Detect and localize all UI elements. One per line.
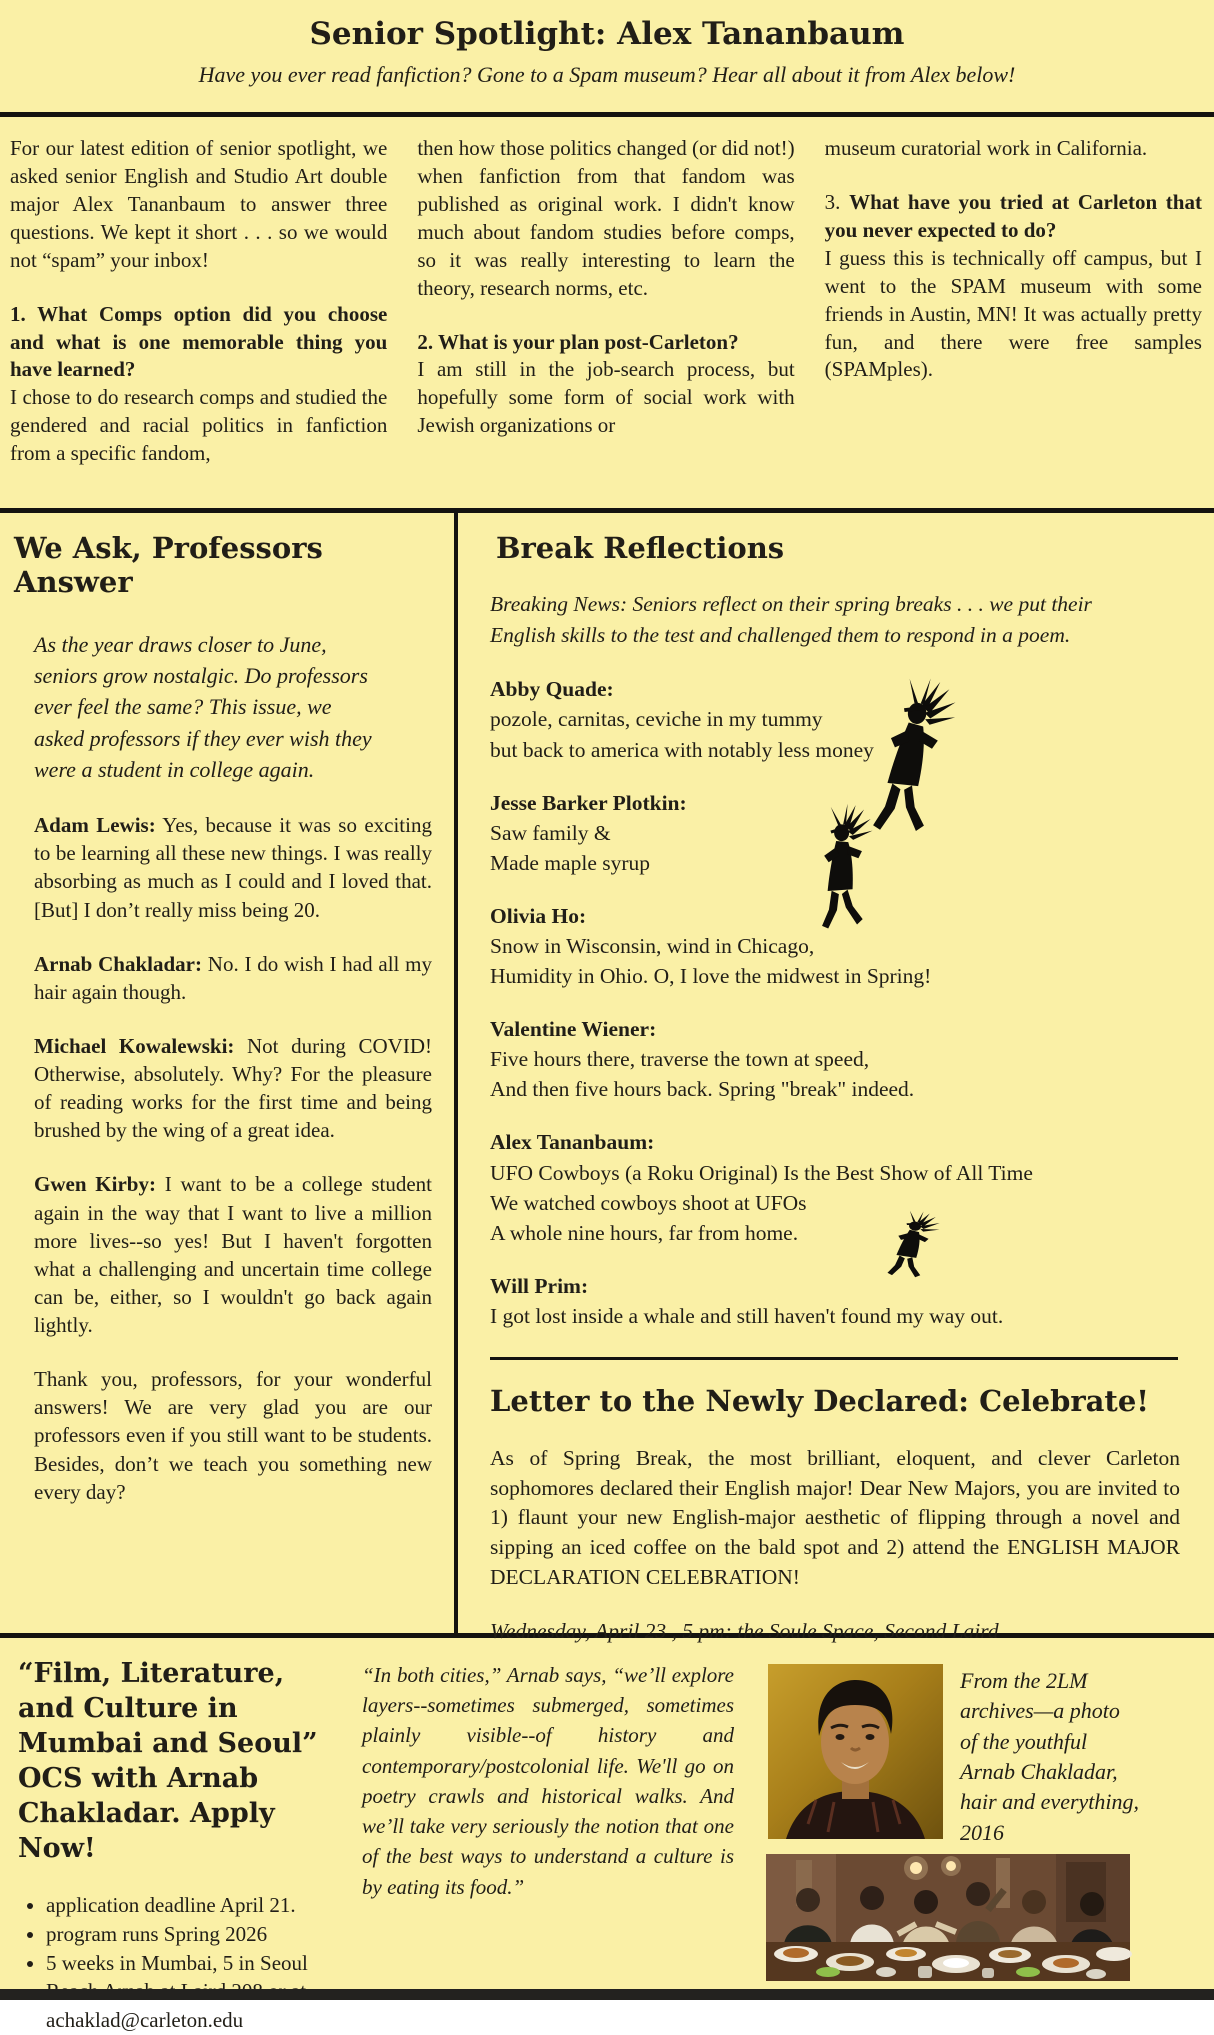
ocs-title: “Film, Literature, and Culture in Mumbai and Seoul” OCS with Arnab Chakladar. Apply Now! — [18, 1658, 318, 1865]
ocs-bullet: • 5 weeks in Mumbai, 5 in Seoul — [46, 1949, 336, 1978]
poem-entry — [490, 1127, 1150, 1247]
poem-line: I got lost inside a whale and still haven't found my way out. — [490, 1303, 1004, 1328]
letter-title: Letter to the Newly Declared: Celebrate! — [490, 1384, 1149, 1419]
poem-line: but back to america with notably less money — [490, 737, 874, 762]
break-reflections-intro: Breaking News: Seniors reflect on their spring breaks . . . we put their English skills to the test and challenged them to respond in a poem. — [490, 592, 1092, 648]
ocs-bullet: • program runs Spring 2026 — [46, 1920, 336, 1949]
professor-name: Michael Kowalewski: — [34, 1033, 235, 1058]
page-title: Senior Spotlight: Alex Tananbaum — [309, 16, 905, 52]
poem-line: We watched cowboys shoot at UFOs — [490, 1190, 807, 1215]
portrait-caption: From the 2LM archives—a photo of the youthful Arnab Chakladar, hair and everything, 2016 — [960, 1668, 1140, 1845]
question-3-text: What have you tried at Carleton that you never expected to do? — [824, 189, 1202, 242]
spotlight-intro: For our latest edition of senior spotlight, we asked senior English and Studio Art double major Alex Tananbaum to answer three questions. We kept it short . . . so we would not “spam” your inbox! — [10, 136, 388, 272]
poem-line: UFO Cowboys (a Roku Original) Is the Best Show of All Time — [490, 1160, 1033, 1185]
professor-answer: No. I do wish I had all my hair again though. — [34, 951, 432, 1004]
dancer-icon — [885, 1207, 942, 1283]
poem-entry — [490, 674, 1150, 764]
ocs-announcement — [18, 1652, 336, 2033]
answer-3: I guess this is technically off campus, but I went to the SPAM museum with some friends in Austin, MN! It was actually pretty fun, and there were free samples (SPAMples). — [824, 245, 1202, 382]
poem-author: Alex Tananbaum: — [490, 1130, 655, 1155]
question-1: 1. What Comps option did you choose and what is one memorable thing you have learned? — [10, 301, 388, 382]
poem-line: Saw family & — [490, 820, 611, 845]
middle-section — [0, 513, 1214, 1644]
professors-outro: Thank you, professors, for your wonderful answers! We are very glad you are our professors even if you still want to be students. Besides, don’t we teach you something new every day? — [34, 1367, 432, 1504]
professor-answer: Yes, because it was so exciting to be learning all these new things. I was really absorbing as much as I could and I loved that. [But] I don’t really miss being 20. — [34, 813, 432, 922]
poem-line: Snow in Wisconsin, wind in Chicago, — [490, 934, 815, 958]
poem-author: Olivia Ho: — [490, 903, 587, 928]
professor-name: Gwen Kirby: — [34, 1172, 156, 1197]
professors-intro: As the year draws closer to June, seniors grow nostalgic. Do professors ever feel the same? This issue, we asked professors if they ever wish they were a student in college again. — [34, 632, 372, 782]
answer-1: I chose to do research comps and studied the gendered and racial politics in fanfiction from a specific fandom, — [10, 385, 388, 466]
answer-1-continued: then how those politics changed (or did not!) when fanfiction from that fandom was published as original work. I didn't know much about fandom studies before comps, so it was really interesting to learn the theory, research norms, etc. — [417, 136, 795, 300]
students-dinner-photo — [766, 1854, 1130, 1981]
spotlight-column-1 — [10, 135, 387, 508]
poem-line: pozole, carnitas, ceviche in my tummy — [490, 707, 823, 732]
ocs-bullet: • achaklad@carleton.edu — [46, 1977, 336, 2035]
poem-author: Jesse Barker Plotkin: — [490, 790, 687, 815]
ocs-bullet-list — [24, 1891, 336, 2035]
professors-title: We Ask, Professors Answer — [14, 531, 323, 599]
arnab-portrait-photo — [768, 1664, 943, 1839]
answer-2: I am still in the job-search process, but hopefully some form of social work with Jewish organizations or — [417, 357, 795, 438]
letter-event-details: Wednesday, April 23 , 5 pm: the Soule Space, Second Laird — [490, 1619, 999, 1644]
poem-line: Humidity in Ohio. O, I love the midwest in Spring! — [490, 964, 932, 989]
professors-panel — [0, 513, 458, 1633]
poem-line: And then five hours back. Spring "break" indeed. — [490, 1077, 915, 1102]
poem-entry — [490, 1014, 1150, 1104]
professor-name: Adam Lewis: — [34, 813, 156, 838]
professor-entry — [34, 1032, 432, 1145]
professor-name: Arnab Chakladar: — [34, 951, 202, 976]
break-reflections-panel — [458, 513, 1214, 1644]
professor-answer: I want to be a college student again in the way that I want to live a million more lives--so yes! But I haven't forgotten what a challenging and uncertain time college can be, either, so I wouldn't go back again lightly. — [34, 1172, 432, 1338]
poem-author: Abby Quade: — [490, 677, 614, 702]
bottom-edge-bar — [0, 1989, 1214, 2000]
professor-answer: Not during COVID! Otherwise, absolutely. Why? For the pleasure of reading works for the first time and being brushed by the wing of a great idea. — [34, 1033, 432, 1143]
poem-author: Will Prim: — [490, 1273, 589, 1298]
ocs-section — [0, 1638, 1214, 2033]
professor-entry — [34, 811, 432, 924]
letter-body: As of Spring Break, the most brilliant, eloquent, and clever Carleton sophomores declared their English major! Dear New Majors, you are invited to 1) flaunt your new English-major aesthetic of flipping through a novel and sipping an iced coffee on the bald spot and 2) attend the ENGLISH MAJOR DECLARATION CELEBRATION! — [490, 1446, 1180, 1589]
spotlight-column-2 — [417, 135, 794, 508]
answer-2-continued: museum curatorial work in California. — [824, 136, 1148, 160]
question-3-number: 3. — [824, 189, 841, 214]
spotlight-column-3 — [825, 135, 1202, 508]
poem-line: Five hours there, traverse the town at speed, — [490, 1047, 870, 1072]
spotlight-section — [0, 117, 1214, 513]
masthead — [0, 0, 1214, 117]
professor-entry — [34, 1170, 432, 1339]
poem-line: Made maple syrup — [490, 850, 651, 875]
professor-entry — [34, 950, 432, 1006]
letter-divider — [490, 1357, 1178, 1360]
break-reflections-title: Break Reflections — [496, 531, 785, 565]
ocs-bullet: • application deadline April 21. — [46, 1891, 336, 1920]
arnab-quote: “In both cities,” Arnab says, “we’ll explore layers--sometimes submerged, sometimes plainly visible--of history and contemporary/postcolonial life. We'll go on poetry crawls and historical walks. And we’ll take very seriously the notion that one of the best ways to understand a culture is by eating its food.” — [362, 1663, 734, 1899]
poem-author: Valentine Wiener: — [490, 1017, 657, 1042]
poem-line: A whole nine hours, far from home. — [490, 1220, 799, 1245]
question-2: 2. What is your plan post-Carleton? — [417, 329, 739, 354]
question-3 — [825, 189, 1202, 245]
dancer-icon — [812, 801, 881, 933]
page-subtitle: Have you ever read fanfiction? Gone to a Spam museum? Hear all about it from Alex below! — [198, 62, 1016, 87]
photos-column — [760, 1652, 1200, 1988]
poem-entry — [490, 1271, 1150, 1331]
